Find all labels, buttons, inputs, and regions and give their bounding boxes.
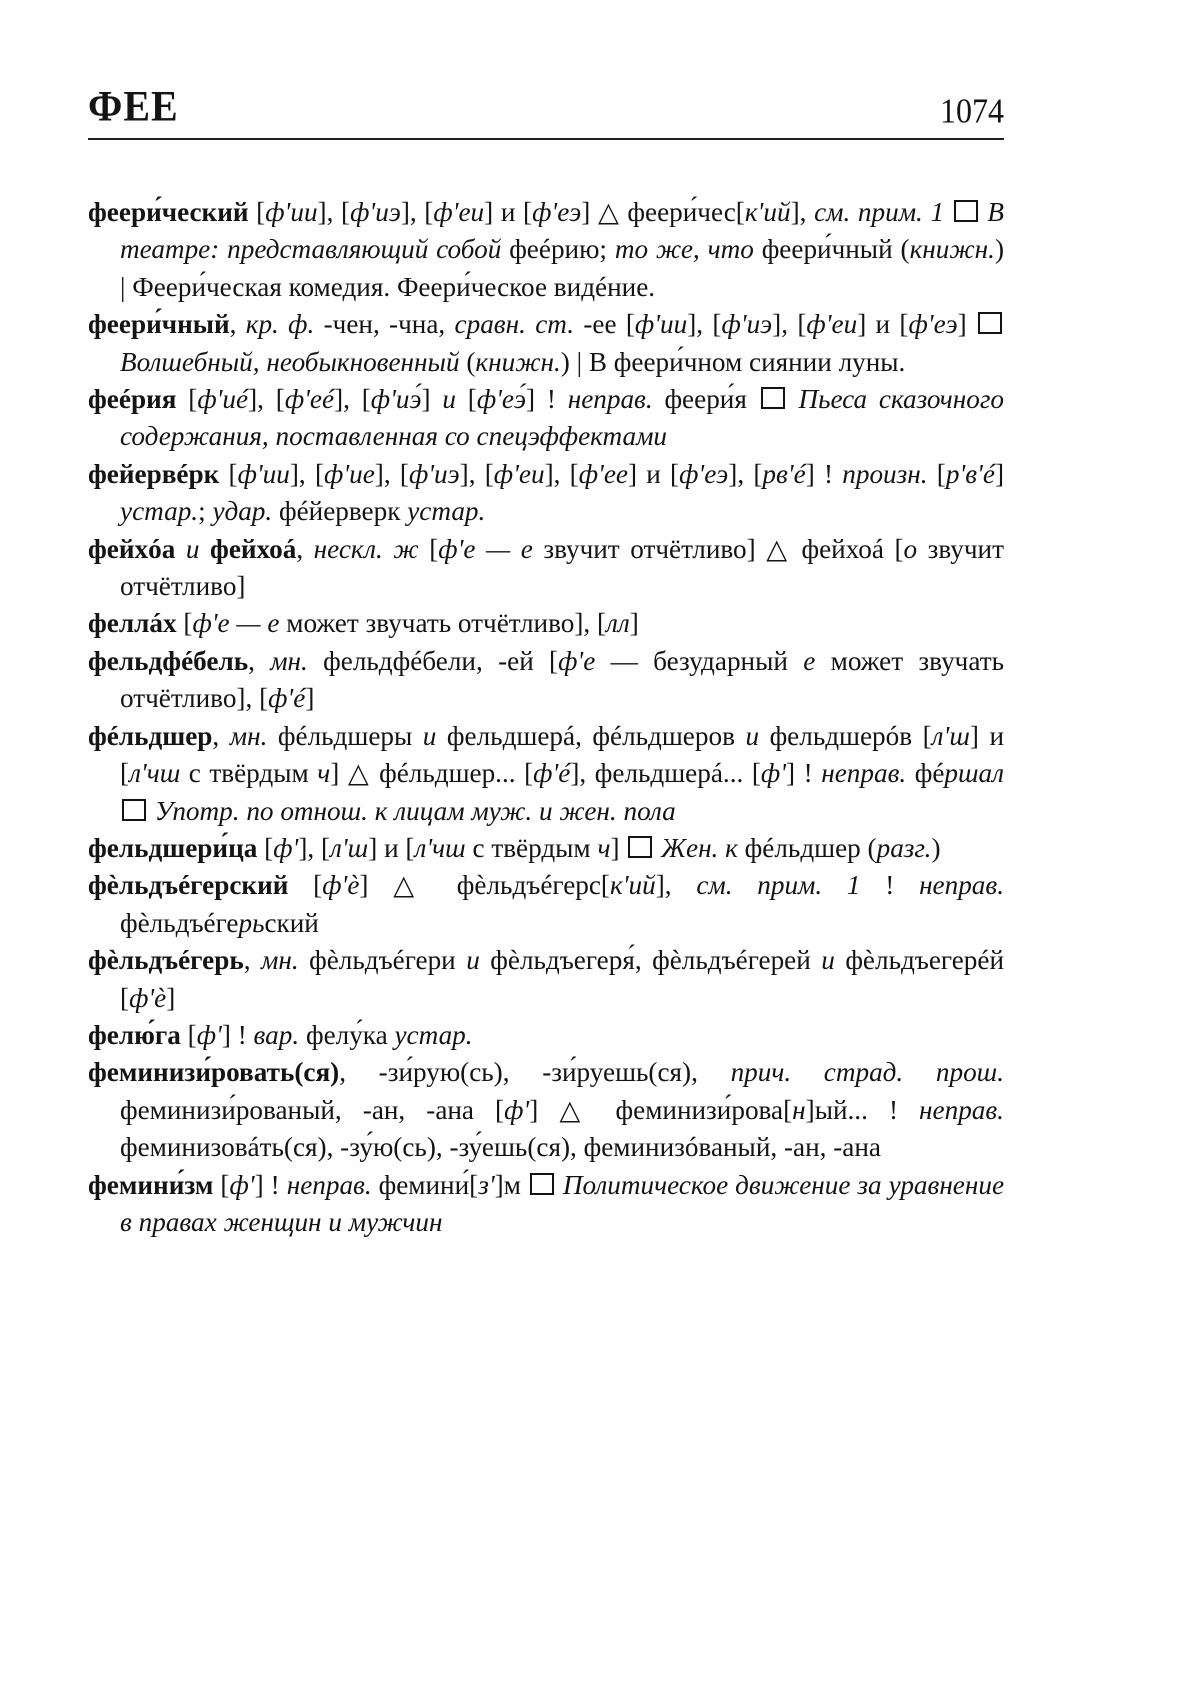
- entry-text: может звучать отчётливо], [: [279, 608, 607, 639]
- italic-note: устар.: [407, 496, 486, 527]
- entry-text: феéрию;: [501, 234, 615, 265]
- entry-text: [: [176, 384, 198, 415]
- entry-text: звучит отчётливо]: [532, 533, 767, 564]
- italic-note: е: [803, 645, 816, 676]
- italic-note: ф': [504, 1094, 530, 1125]
- italic-note: ф'иэ: [408, 458, 460, 489]
- entry-text: [: [213, 1169, 230, 1200]
- italic-note: Волшебный, необыкновенный: [120, 346, 460, 377]
- entry-text: ]: [957, 309, 977, 340]
- italic-note: ф': [229, 1169, 255, 1200]
- entry-text: ] и [: [120, 720, 1004, 789]
- italic-note: р'в'é: [945, 458, 995, 489]
- italic-note: ф': [196, 1019, 222, 1050]
- italic-note: ф'е — е: [438, 533, 533, 564]
- dictionary-entry: [88, 381, 1004, 456]
- dictionary-entry: [88, 456, 1004, 531]
- entry-text: ], [: [459, 458, 494, 489]
- italic-note: неправ.: [919, 870, 1004, 901]
- entry-text: ], [: [248, 384, 285, 415]
- dictionary-entry: [88, 194, 1004, 306]
- italic-note: рв'é: [762, 458, 806, 489]
- entry-text: (: [459, 346, 476, 377]
- entry-text: ): [931, 832, 941, 863]
- entry-text: ,: [212, 720, 230, 751]
- italic-note: рь: [238, 907, 265, 938]
- entry-text: фé: [906, 758, 945, 789]
- running-head: ФЕЕ: [88, 81, 179, 131]
- entry-text: [: [927, 458, 946, 489]
- italic-note: лл: [606, 608, 630, 639]
- dictionary-entry: [88, 942, 1004, 1017]
- entry-text: [: [455, 384, 477, 415]
- triangle-icon: △: [393, 870, 433, 901]
- entry-text: ], [: [289, 458, 325, 489]
- entry-text: [: [219, 458, 238, 489]
- italic-note: ф'иэ: [350, 197, 401, 227]
- italic-note: к'ий: [744, 197, 791, 227]
- entry-text: феери́чес[: [619, 197, 745, 227]
- italic-note: ф'еи: [806, 309, 858, 340]
- italic-note: сравн. ст.: [454, 309, 575, 340]
- entry-text: ,: [229, 309, 246, 340]
- italic-note: ф'еэ: [532, 197, 582, 227]
- italic-note: то же, что: [614, 234, 754, 265]
- italic-note: вар.: [253, 1019, 300, 1050]
- entry-text: !: [860, 870, 920, 901]
- entry-text: фелу́ка: [299, 1019, 395, 1050]
- italic-note: н: [792, 1094, 806, 1125]
- italic-note: ршал: [944, 758, 1004, 789]
- triangle-icon: △: [347, 758, 371, 789]
- headword: фѐльдъéгерский: [88, 870, 289, 901]
- italic-note: ф'еэ́: [476, 384, 526, 415]
- entry-text: ]: [421, 384, 443, 415]
- headword-variant: фейхоá: [210, 533, 297, 564]
- italic-note: прич. страд. прош.: [730, 1057, 1005, 1088]
- entry-text: с твёрдым: [465, 832, 598, 863]
- italic-note: ф': [273, 832, 299, 863]
- italic-note: ф'еэ: [679, 458, 729, 489]
- italic-note: и: [745, 720, 760, 751]
- entry-text: фельдфéбели, -ей [: [307, 645, 559, 676]
- entry-list: [88, 194, 1004, 1241]
- definition-box-icon: [122, 799, 146, 821]
- entry-text: ] и [: [857, 309, 909, 340]
- italic-note: л'ш: [330, 832, 369, 863]
- italic-note: и: [466, 945, 480, 976]
- dictionary-entry: [88, 830, 1004, 867]
- headword: фейервéрк: [88, 458, 220, 489]
- italic-note: см. прим. 1: [696, 870, 861, 901]
- entry-text: феминизи́рова[: [594, 1094, 793, 1125]
- entry-text: ],: [790, 197, 815, 227]
- headword: феери́чный: [88, 309, 230, 340]
- triangle-icon: △: [597, 197, 620, 227]
- page-header: [88, 78, 1004, 131]
- italic-note: ф': [760, 758, 787, 789]
- entry-text: ]: [359, 870, 394, 901]
- dictionary-page: [88, 78, 1004, 1241]
- entry-text: ,: [296, 533, 314, 564]
- entry-text: фѐльдъегеря́, фѐльдъéгерей: [479, 945, 822, 976]
- italic-note: В театре: представляющий собой: [120, 197, 1005, 265]
- entry-text: ]ый... !: [805, 1094, 920, 1125]
- triangle-icon: △: [559, 1094, 595, 1125]
- italic-note: ф'é: [533, 758, 571, 789]
- entry-text: , -зи́рую(сь), -зи́руешь(ся),: [339, 1057, 731, 1088]
- italic-note: ф'иэ: [721, 309, 773, 340]
- italic-note: ф'иé: [197, 384, 249, 415]
- page-number: 1074: [940, 91, 1004, 131]
- italic-note: кр. ф.: [245, 309, 315, 340]
- entry-text: ]: [166, 982, 176, 1013]
- entry-text: ], [: [544, 458, 579, 489]
- italic-note: и: [175, 533, 211, 564]
- dictionary-entry: [88, 1017, 1004, 1054]
- entry-text: фéльдшер... [: [370, 758, 534, 789]
- definition-box-icon: [978, 312, 1002, 334]
- entry-text: фѐльдъéгерс[: [432, 870, 610, 901]
- italic-note: ф'ие: [324, 458, 375, 489]
- italic-note: мн.: [261, 945, 299, 976]
- entry-text: ,: [248, 645, 271, 676]
- entry-text: ]м: [494, 1169, 528, 1200]
- entry-text: феери́я: [652, 384, 759, 415]
- entry-text: ] !: [221, 1019, 254, 1050]
- italic-note: о: [903, 533, 918, 564]
- entry-text: ], [: [317, 197, 351, 227]
- italic-note: книжн.: [909, 234, 995, 265]
- italic-note: ф'иэ́: [370, 384, 422, 415]
- entry-text: ]: [994, 458, 1004, 489]
- dictionary-entry: [88, 718, 1004, 830]
- entry-text: ]: [581, 197, 598, 227]
- headword: феминизи́ровать(ся): [88, 1057, 340, 1088]
- header-rule: [88, 138, 1004, 140]
- italic-note: и: [422, 720, 437, 751]
- entry-text: ], [: [728, 458, 763, 489]
- italic-note: ф'ии: [634, 309, 688, 340]
- entry-text: ], [: [334, 384, 371, 415]
- entry-text: фѐльдъéгери: [298, 945, 467, 976]
- entry-text: ], [: [400, 197, 434, 227]
- entry-text: ]: [305, 683, 315, 714]
- entry-text: фѐльдъéге: [120, 907, 239, 938]
- dictionary-entry: [88, 306, 1004, 381]
- entry-text: фельдшерá, фéльдшеров: [436, 720, 746, 751]
- definition-box-icon: [530, 1173, 554, 1195]
- entry-text: ] !: [525, 384, 568, 415]
- entry-text: ]: [629, 608, 639, 639]
- entry-text: феминизовáть(ся), -зу́ю(сь), -зу́ешь(ся), феминизóваный, -ан, -ана: [120, 1132, 881, 1163]
- entry-text: может звучать отчётливо], [: [120, 645, 1004, 714]
- entry-text: ], [: [298, 832, 331, 863]
- italic-note: Политическое движение за уравнение в правах женщин и мужчин: [120, 1169, 1005, 1237]
- italic-note: ф'ии: [237, 458, 290, 489]
- italic-note: мн.: [270, 645, 308, 676]
- italic-note: ф'é: [268, 683, 306, 714]
- entry-text: ) | Феери́ческая комедия. Феери́ческое видéние.: [120, 234, 1004, 302]
- italic-note: к'ий: [609, 870, 656, 901]
- entry-text: ], [: [374, 458, 409, 489]
- entry-text: [: [176, 608, 193, 639]
- italic-note: удар.: [212, 496, 273, 527]
- headword: фемини́зм: [88, 1169, 214, 1200]
- entry-text: ] !: [805, 458, 843, 489]
- italic-note: произн.: [842, 458, 928, 489]
- entry-text: [: [248, 197, 266, 227]
- entry-text: [: [180, 1019, 197, 1050]
- entry-text: фéльдшер (: [737, 832, 877, 863]
- headword: фѐльдъéгерь: [88, 945, 244, 976]
- entry-text: ]: [529, 1094, 560, 1125]
- entry-text: ], [: [687, 309, 722, 340]
- italic-note: л'чш: [414, 832, 466, 863]
- italic-note: ф'ее: [578, 458, 628, 489]
- italic-note: з': [478, 1169, 495, 1200]
- entry-text: звучит отчётливо]: [120, 533, 1004, 602]
- triangle-icon: △: [766, 533, 791, 564]
- entry-text: ],: [655, 870, 697, 901]
- italic-note: ф'ѐ: [322, 870, 360, 901]
- italic-note: л'ш: [931, 720, 970, 751]
- entry-text: [944, 197, 952, 227]
- italic-note: книжн.: [475, 346, 561, 377]
- italic-note: ф'е: [558, 645, 596, 676]
- entry-text: фемини́[: [371, 1169, 479, 1200]
- definition-box-icon: [954, 200, 978, 222]
- entry-text: -ее [: [574, 309, 635, 340]
- italic-note: ф'ѐ: [129, 982, 167, 1013]
- entry-text: с твёрдым: [180, 758, 318, 789]
- entry-text: ] !: [786, 758, 822, 789]
- entry-text: фéйерверк: [272, 496, 408, 527]
- italic-note: ч: [597, 832, 611, 863]
- headword: феери́ческий: [88, 197, 249, 227]
- italic-note: ф'еé: [284, 384, 335, 415]
- italic-note: ф'ии: [265, 197, 318, 227]
- dictionary-entry: [88, 643, 1004, 718]
- entry-text: феминизи́рованый, -ан, -ана [: [120, 1094, 505, 1125]
- italic-note: Употр. по отнош. к лицам муж. и жен. пола: [148, 795, 676, 826]
- entry-text: феери́чный (: [753, 234, 910, 265]
- italic-note: ф'еэ: [908, 309, 958, 340]
- entry-text: ,: [243, 945, 261, 976]
- italic-note: и: [442, 384, 456, 415]
- headword: фельдшери́ца: [88, 832, 258, 863]
- entry-text: [: [418, 533, 439, 564]
- italic-note: неправ.: [919, 1094, 1004, 1125]
- entry-text: фельдшерóв [: [759, 720, 932, 751]
- entry-text: ;: [198, 496, 213, 527]
- headword: фельдфéбель: [88, 645, 249, 676]
- italic-note: устар.: [394, 1019, 473, 1050]
- italic-note: неправ.: [286, 1169, 372, 1200]
- dictionary-entry: [88, 1054, 1004, 1166]
- italic-note: мн.: [229, 720, 268, 751]
- entry-text: ]: [330, 758, 348, 789]
- entry-text: ] !: [254, 1169, 287, 1200]
- italic-note: см. прим. 1: [814, 197, 945, 227]
- italic-note: неправ.: [821, 758, 907, 789]
- headword: фелю́га: [88, 1019, 181, 1050]
- italic-note: ф'е — е: [192, 608, 280, 639]
- italic-note: Жен. к: [654, 832, 738, 863]
- italic-note: устар.: [120, 496, 199, 527]
- dictionary-entry: [88, 531, 1004, 606]
- italic-note: нескл. ж: [313, 533, 419, 564]
- entry-text: [: [257, 832, 274, 863]
- dictionary-entry: [88, 1167, 1004, 1242]
- entry-text: фéльдшеры: [267, 720, 423, 751]
- entry-text: ], фельдшерá... [: [570, 758, 761, 789]
- entry-text: [: [288, 870, 323, 901]
- italic-note: неправ.: [567, 384, 653, 415]
- entry-text: — безударный: [595, 645, 804, 676]
- entry-text: фѐльдъегерéй [: [120, 945, 1004, 1013]
- italic-note: л'чш: [129, 758, 181, 789]
- headword: феéрия: [88, 384, 177, 415]
- entry-text: фейхоá [: [790, 533, 904, 564]
- italic-note: и: [821, 945, 835, 976]
- entry-text: ] и [: [484, 197, 533, 227]
- entry-text: ], [: [772, 309, 807, 340]
- italic-note: ф'еи: [493, 458, 545, 489]
- definition-box-icon: [628, 836, 652, 858]
- dictionary-entry: [88, 605, 1004, 642]
- entry-text: ский: [264, 907, 319, 938]
- entry-text: -чен, -чна,: [314, 309, 455, 340]
- dictionary-entry: [88, 867, 1004, 942]
- entry-text: ] и [: [627, 458, 680, 489]
- entry-text: ] и [: [368, 832, 415, 863]
- italic-note: ф'еи: [433, 197, 485, 227]
- italic-note: разг.: [876, 832, 932, 863]
- headword: фéльдшер: [88, 720, 213, 751]
- italic-note: ч: [317, 758, 331, 789]
- headword: фейхóа: [88, 533, 176, 564]
- headword: феллáх: [88, 608, 177, 639]
- entry-text: ) | В феери́чном сиянии луны.: [560, 346, 906, 377]
- definition-box-icon: [761, 387, 785, 409]
- entry-text: ]: [610, 832, 627, 863]
- italic-note: Пьеса сказочного содержания, поставленная со спецэффектами: [120, 384, 1005, 452]
